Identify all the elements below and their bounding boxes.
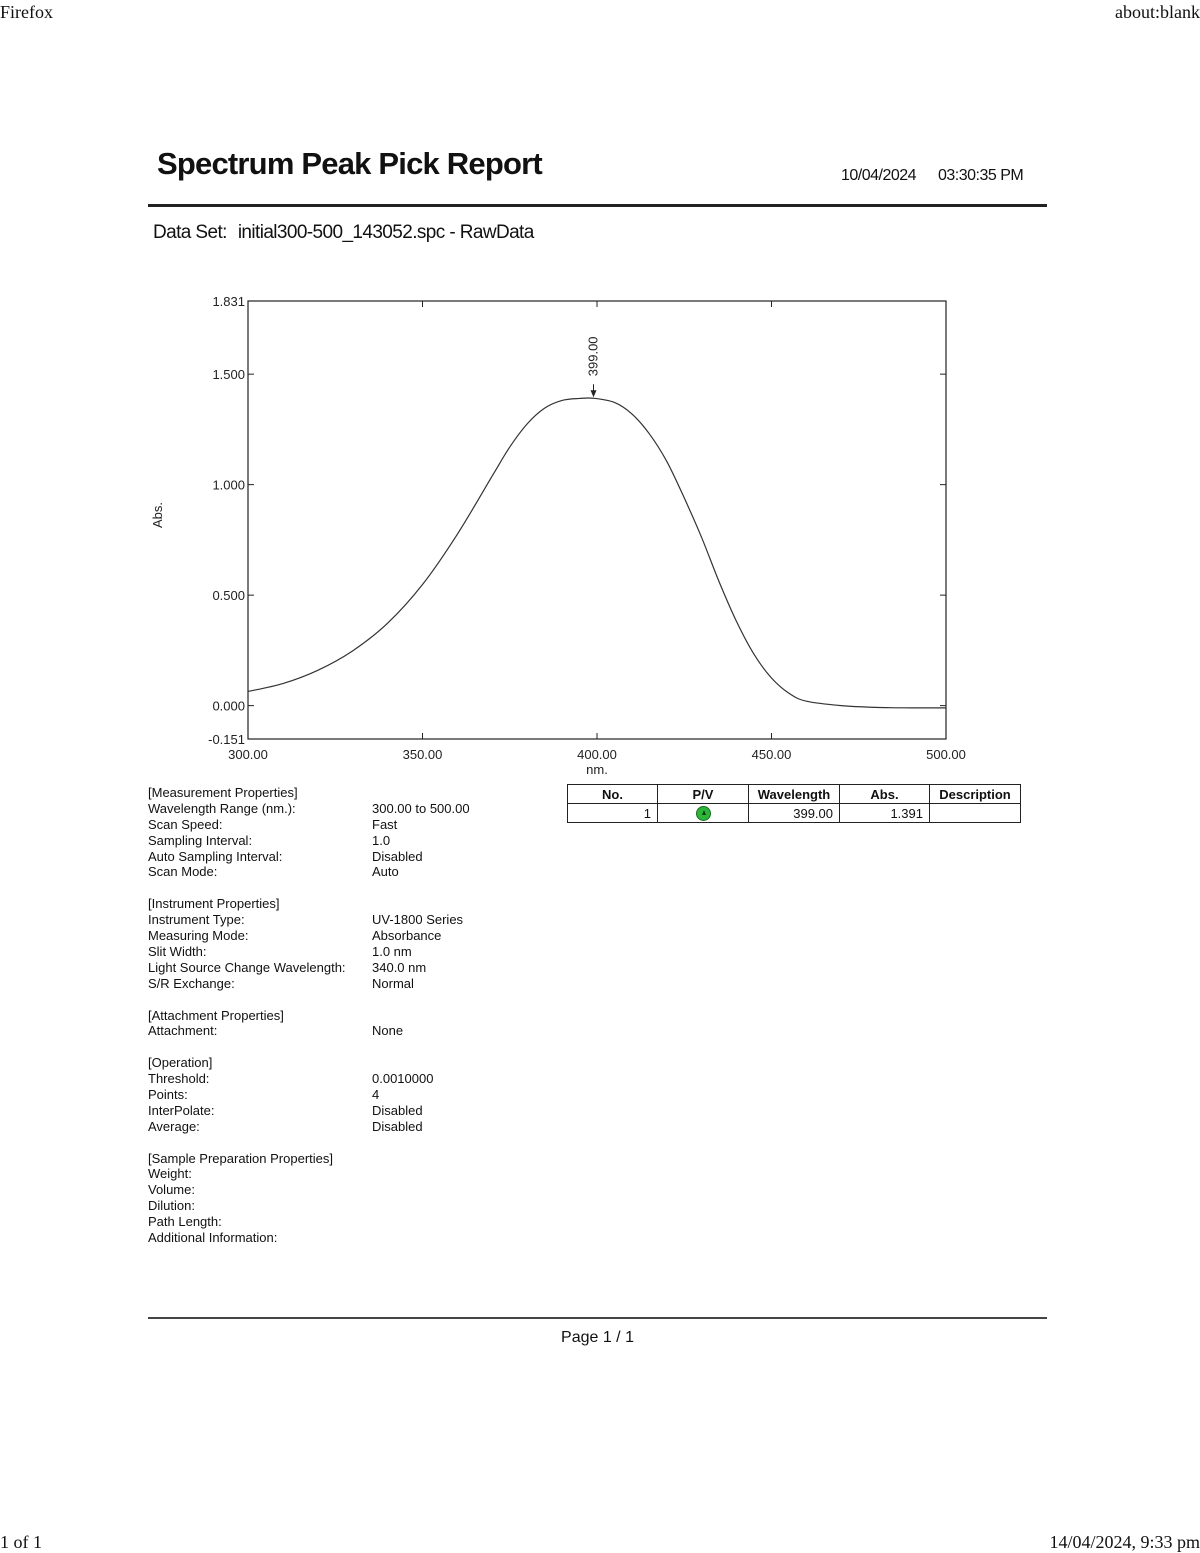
peak-table-header-row	[568, 785, 1021, 804]
dataset-line	[153, 222, 534, 244]
peak-table-header: Description	[930, 785, 1021, 804]
property-key: Path Length:	[148, 1214, 222, 1230]
property-row	[148, 944, 470, 960]
property-key: Average:	[148, 1118, 200, 1134]
property-value: Disabled	[372, 1118, 423, 1134]
property-key: InterPolate:	[148, 1102, 215, 1118]
property-section	[148, 1008, 470, 1040]
property-section-header: [Sample Preparation Properties]	[148, 1150, 333, 1166]
property-key: Auto Sampling Interval:	[148, 848, 283, 864]
peak-pv-cell	[658, 804, 749, 823]
property-key: Instrument Type:	[148, 912, 245, 928]
footer-divider	[148, 1317, 1047, 1319]
property-value: Fast	[372, 816, 398, 832]
browser-header-left: Firefox	[0, 2, 53, 22]
property-value: Normal	[372, 975, 414, 991]
y-tick-label: 1.831	[212, 294, 245, 309]
report-time: 03:30:35 PM	[938, 167, 1024, 184]
property-row	[148, 833, 470, 849]
property-key: Scan Speed:	[148, 816, 223, 832]
property-section	[148, 1055, 470, 1134]
y-axis-label: Abs.	[150, 501, 165, 529]
property-value: Disabled	[372, 1102, 423, 1118]
property-key: Scan Mode:	[148, 864, 218, 880]
property-value: Absorbance	[372, 928, 442, 944]
property-section-header: [Attachment Properties]	[148, 1007, 284, 1023]
properties-list	[148, 785, 470, 1262]
property-row	[148, 1103, 470, 1119]
property-row	[148, 928, 470, 944]
peak-table-header: Abs.	[840, 785, 930, 804]
page-number: Page 1 / 1	[561, 1329, 634, 1346]
property-key: Light Source Change Wavelength:	[148, 959, 346, 975]
property-row	[148, 976, 470, 992]
x-tick-label: 300.00	[228, 747, 268, 762]
y-tick-label: -0.151	[208, 732, 245, 747]
browser-header-right: about:blank	[1115, 2, 1200, 22]
property-value: 0.0010000	[372, 1071, 434, 1087]
property-key: Dilution:	[148, 1198, 195, 1214]
peak-indicator-icon	[696, 806, 711, 821]
property-section	[148, 1151, 470, 1246]
property-row	[148, 1087, 470, 1103]
property-row	[148, 1071, 470, 1087]
property-value: 4	[372, 1086, 380, 1102]
browser-footer-left: 1 of 1	[0, 1532, 42, 1552]
x-tick-label: 500.00	[926, 747, 966, 762]
peak-table-header: No.	[568, 785, 658, 804]
y-tick-label: 0.500	[212, 588, 245, 604]
property-row	[148, 864, 470, 880]
report-title: Spectrum Peak Pick Report	[157, 146, 542, 181]
property-section	[148, 896, 470, 991]
property-row	[148, 912, 470, 928]
property-row	[148, 1214, 470, 1230]
property-key: Threshold:	[148, 1071, 210, 1087]
property-row	[148, 1182, 470, 1198]
peak-table-row	[568, 804, 1021, 823]
peak-table-header: P/V	[658, 785, 749, 804]
property-value: 1.0	[372, 832, 391, 848]
property-key: Additional Information:	[148, 1230, 278, 1246]
peak-number-cell: 1	[568, 804, 658, 823]
property-key: Volume:	[148, 1182, 195, 1198]
property-row	[148, 801, 470, 817]
dataset-value: initial300-500_143052.spc - RawData	[237, 222, 534, 243]
property-value: 300.00 to 500.00	[372, 800, 470, 816]
browser-footer-right: 14/04/2024, 9:33 pm	[1049, 1532, 1200, 1552]
peak-marker-arrow	[591, 390, 597, 397]
property-row	[148, 1166, 470, 1182]
property-key: Measuring Mode:	[148, 928, 249, 944]
property-value: Disabled	[372, 848, 423, 864]
property-section	[148, 785, 470, 880]
property-row	[148, 1119, 470, 1135]
property-section-header: [Instrument Properties]	[148, 896, 280, 912]
property-value: Auto	[372, 864, 399, 880]
property-key: Points:	[148, 1086, 188, 1102]
y-tick-label: 1.500	[212, 367, 245, 383]
x-axis-label: nm.	[586, 762, 608, 777]
property-key: Wavelength Range (nm.):	[148, 800, 296, 816]
property-row	[148, 960, 470, 976]
x-tick-label: 400.00	[577, 747, 617, 762]
property-value: 340.0 nm	[372, 959, 427, 975]
spectrum-chart	[140, 290, 980, 790]
property-key: Sampling Interval:	[148, 832, 253, 848]
peak-table	[567, 784, 1021, 823]
property-row	[148, 1198, 470, 1214]
property-row	[148, 817, 470, 833]
property-section-header: [Measurement Properties]	[148, 785, 298, 800]
property-row	[148, 1230, 470, 1246]
property-value: 1.0 nm	[372, 943, 412, 959]
peak-wavelength-cell: 399.00	[749, 804, 840, 823]
x-tick-label: 350.00	[402, 747, 443, 762]
spectrum-line	[248, 398, 946, 708]
peak-table-header: Wavelength	[749, 785, 840, 804]
property-value: UV-1800 Series	[372, 912, 464, 928]
peak-abs-cell: 1.391	[840, 804, 930, 823]
report-date: 10/04/2024	[841, 167, 917, 184]
property-value: None	[372, 1023, 404, 1039]
property-section-header: [Operation]	[148, 1055, 213, 1071]
peak-label: 399.00	[585, 336, 601, 377]
property-key: Attachment:	[148, 1023, 218, 1039]
property-key: Slit Width:	[148, 943, 207, 959]
property-row	[148, 1023, 470, 1039]
peak-description-cell	[930, 804, 1021, 823]
header-divider	[148, 204, 1047, 207]
y-tick-label: 0.000	[212, 698, 245, 714]
property-key: S/R Exchange:	[148, 975, 235, 991]
property-key: Weight:	[148, 1166, 192, 1182]
dataset-label: Data Set:	[153, 222, 227, 243]
y-tick-label: 1.000	[212, 477, 245, 493]
x-tick-label: 450.00	[751, 747, 792, 762]
property-row	[148, 849, 470, 865]
